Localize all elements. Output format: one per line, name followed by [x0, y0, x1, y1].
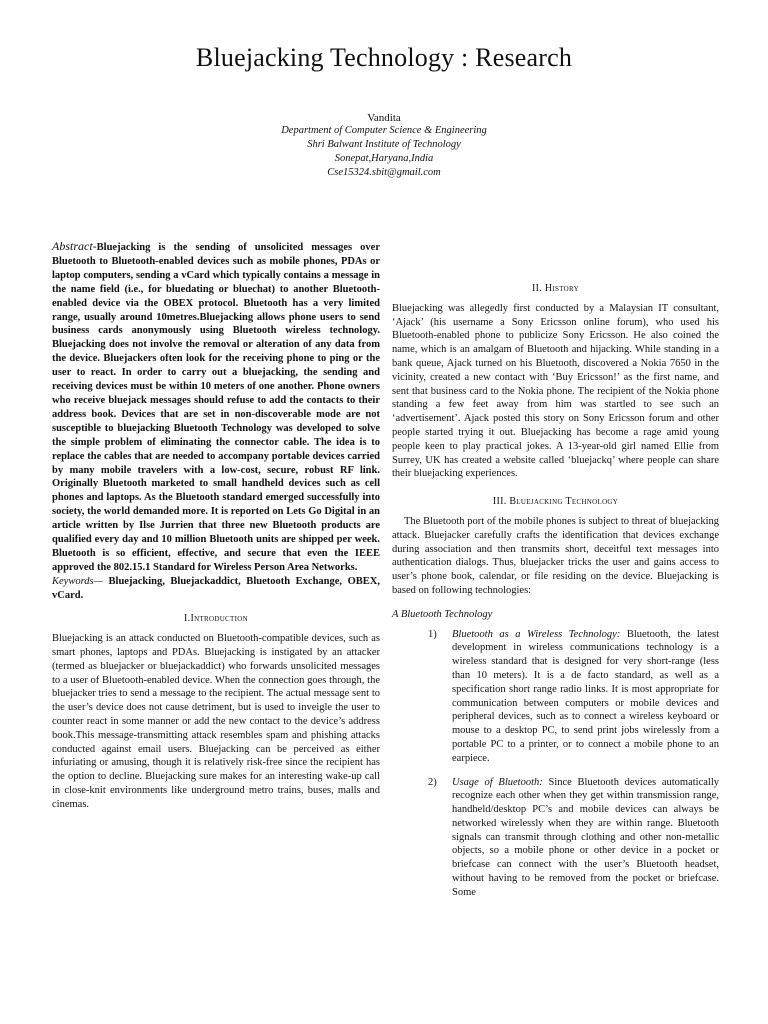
- list-item: [428, 776, 719, 900]
- list-item-number: 2): [428, 776, 437, 788]
- paper-title: Bluejacking Technology : Research: [195, 43, 573, 72]
- list-item-text: Bluetooth, the latest development in wireless communications technology is a wireless standard that is designed for very short-range (less than 10 meters). It is a de facto standard, as well as a specification short range radio links. It is most appropriate for communication between computers or mobile devices and peripheral devices, such as to connect a wireless keyboard or mouse to a desktop PC, to send print jobs wirelessly from a portable PC to a printer, or to connect a mobile phone to an earpiece.: [452, 628, 720, 764]
- affiliation-location: Sonepat,Haryana,India: [334, 153, 434, 164]
- author-name: Vandita: [367, 112, 401, 124]
- history-text: Bluejacking was allegedly first conducted by a Malaysian IT consultant, ‘Ajack’ (his username a Sony Ericsson online forum), who used his Bluetooth-enabled phone to publicize Sony Ericsson. He also coined the name, which is an amalgam of Bluetooth and hijacking. While standing in a bank queue, Ajack turned on his Bluetooth, discovered a Nokia 7650 in the vicinity, created a new contact with ‘Buy Ericsson!’ as the first name, and sent that business card to the Nokia phone. The recipient of the Nokia phone standing a few feet away from him was startled to see such an ‘advertisement’. Ajack posted this story on Sony Ericsson forum and other people started trying it out. Bluejacking has become a rage amid young people keen to play practical jokes. A 13-year-old girl named Ellie from Surrey, UK has created a website called ‘bluejackq’ where people can share their bluejacking experiences.: [392, 302, 719, 480]
- keywords-text: Bluejacking, Bluejackaddict, Bluetooth Exchange, OBEX, vCard.: [52, 575, 380, 601]
- list-item-number: 1): [428, 628, 437, 640]
- abstract-text: Bluejacking is the sending of unsolicited messages over Bluetooth to Bluetooth-enabled devices such as mobile phones, PDAs or laptop computers, sending a vCard which typically contains a message in the name field (i.e., for bluedating or bluechat) to another Bluetooth-enabled device via the OBEX protocol. Bluetooth has a very limited range, usually around 10metres.Bluejacking allows phone users to send business cards anonymously using Bluetooth wireless technology. Bluejacking does not involve the removal or alteration of any data from the device. Bluejackers often look for the receiving phone to ping or the user to react. In order to carry out a bluejacking, the sending and receiving devices must be within 10 meters of one another. Phone owners who receive bluejack messages should refuse to add the contacts to their address book. Devices that are set in non-discoverable mode are not susceptible to bluejacking Bluetooth Technology was developed to solve the simple problem of eliminating the connector cable. The idea is to replace the cables that are needed to accompany portable devices carried by many mobile travelers with a low-cost, secure, robust RF link. Originally Bluetooth marketed to small handheld devices such as cell phones and laptops. As the Bluetooth standard emerged successfully into society, the world demanded more. It is reported on Lets Go Digital in an article written by Ilse Jurrien that three new Bluetooth products are qualified every day and 10 million Bluetooth units are shipped per week. Bluetooth is so efficient, effective, and secure that even the IEEE approved the 802.15.1 Standard for Wireless Person Area Networks.: [52, 242, 380, 573]
- subsection-heading-bluetooth: A Bluetooth Technology: [392, 608, 493, 620]
- keywords-lead: Keywords—: [52, 575, 103, 587]
- list-item-text: Since Bluetooth devices automatically recognize each other when they get within transmission range, handheld/desktop PC’s and mobile devices can always be networked wirelessly when they are within range. Bluetooth signals can transmit through clothing and other non-metallic objects, so a mobile phone or other device in a pocket or briefcase can connect with the user’s Bluetooth headset, without having to be removed from the pocket or briefcase. Some: [452, 776, 720, 898]
- abstract: [52, 240, 380, 575]
- introduction-text: Bluejacking is an attack conducted on Bluetooth-compatible devices, such as smart phones, laptops and PDAs. Bluejacking is instigated by an attacker (termed as bluejacker or bluejackaddict) who forwards unsolicited messages to a user of Bluetooth-enabled device. When the connection goes through, the bluejacker tries to send a message to the recipient. The actual message sent to the user’s device does not cause detriment, but is used to inveigle the user to counter react in some manner or add the new contact to the device’s address book.This message-transmitting attack resembles spam and phishing attacks conducted against email users. Bluejacking can be perceived as either infuriating or amusing, though it is relatively risk-free since the recipient has the option to decline. Bluejacking sure makes for an interesting wake-up call in close-knit environments like underground metro trains, buses, malls and cinemas.: [52, 633, 380, 810]
- author-affiliation: [0, 124, 768, 180]
- list-item-title: Usage of Bluetooth:: [452, 776, 543, 788]
- affiliation-institute: Shri Balwant Institute of Technology: [307, 139, 461, 150]
- abstract-lead: Abstract-: [52, 239, 97, 253]
- section-heading-history: II. History: [532, 283, 579, 294]
- affiliation-email: Cse15324.sbit@gmail.com: [327, 167, 441, 178]
- technology-text: The Bluetooth port of the mobile phones is subject to threat of bluejacking attack. Bluejacker carefully crafts the identification that devices exchange during association and then transmits short, deceitful text messages into authentication dialogs. Thus, bluejacker tricks the user and gains access to user’s phone book, calendar, or file residing on the device. Bluejacking is based on following technologies:: [392, 515, 719, 596]
- section-heading-technology: III. Bluejacking Technology: [492, 496, 619, 508]
- list-item-body: [452, 628, 719, 766]
- right-column: [392, 276, 719, 910]
- list-item-body: [452, 776, 719, 900]
- list-item: [428, 628, 719, 766]
- left-column: [52, 240, 380, 812]
- section-heading-introduction: I.Introduction: [184, 613, 248, 625]
- keywords: [52, 575, 380, 603]
- list-item-title: Bluetooth as a Wireless Technology:: [452, 628, 621, 640]
- affiliation-department: Department of Computer Science & Engineering: [281, 125, 487, 136]
